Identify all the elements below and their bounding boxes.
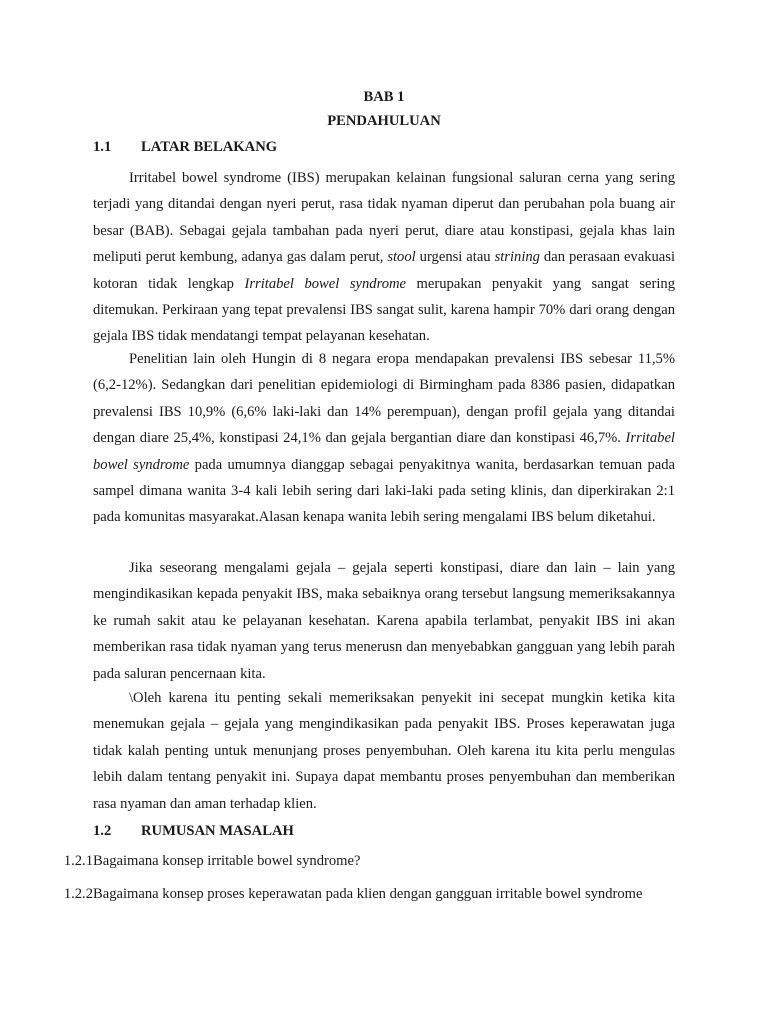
- chapter-title: PENDAHULUAN: [327, 113, 441, 129]
- italic-term: Irritabel bowel syndrome: [93, 430, 675, 473]
- paragraph-4: \Oleh karena itu penting sekali memeriksakan penyekit ini secepat mungkin ketika kita menemukan gejala – gejala yang mengindikasikan pada penyakit IBS. Proses keperawatan juga tidak kalah penting untuk menunjang proses penyembuhan. Oleh karena itu kita perlu mengulas lebih dalam tentang penyakit ini. Supaya dapat membantu proses penyembuhan dan memberikan rasa nyaman dan aman terhadap klien.: [93, 690, 675, 812]
- section-title: RUMUSAN MASALAH: [141, 823, 294, 839]
- paragraph-1: Irritabel bowel syndrome (IBS) merupakan kelainan fungsional saluran cerna yang sering terjadi yang ditandai dengan nyeri perut, rasa tidak nyaman diperut dan perubahan pola buang air besar (BAB). Sebagai gejala tambahan pada nyeri perut, diare atau konstipasi, gejala khas lain meliputi perut kembung, adanya gas dalam perut, stool urgensi atau strining dan perasaan evakuasi kotoran tidak lengkap Irritabel bowel syndrome merupakan penyakit yang sangat sering ditemukan. Perkiraan yang tepat prevalensi IBS sangat sulit, karena hampir 70% dari orang dengan gejala IBS tidak mendatangi tempat pelayanan kesehatan.: [93, 170, 676, 345]
- list-item-text: Bagaimana konsep irritable bowel syndrome?: [93, 853, 361, 869]
- list-item: [40, 848, 675, 874]
- section-heading-rumusan-masalah: [93, 822, 294, 840]
- section-number: 1.2: [93, 823, 112, 839]
- list-item: [40, 881, 675, 907]
- italic-term: stool: [387, 249, 416, 266]
- italic-term: Irritabel bowel syndrome: [244, 275, 407, 292]
- chapter-number: BAB 1: [363, 89, 405, 105]
- paragraph-2: Penelitian lain oleh Hungin di 8 negara eropa mendapakan prevalensi IBS sebesar 11,5% (6,2-12%). Sedangkan dari penelitian epidemiologi di Birmingham pada 8386 pasien, didapatkan prevalensi IBS 10,9% (6,6% laki-laki dan 14% perempuan), dengan profil gejala yang ditandai dengan diare 25,4%, konstipasi 24,1% dan gejala bergantian diare dan konstipasi 46,7%. Irritabel bowel syndrome pada umumnya dianggap sebagai penyakitnya wanita, berdasarkan temuan pada sampel dimana wanita 3-4 kali lebih sering dari laki-laki pada seting klinis, dan diperkirakan 2:1 pada komunitas masyarakat.Alasan kenapa wanita lebih sering mengalami IBS belum diketahui.: [93, 351, 675, 526]
- list-item-number: 1.2.1: [63, 853, 93, 869]
- section-heading-latar-belakang: [93, 138, 277, 156]
- list-item-number: 1.2.2: [63, 886, 93, 902]
- section-number: 1.1: [93, 139, 112, 155]
- paragraph-3: Jika seseorang mengalami gejala – gejala seperti konstipasi, diare dan lain – lain yang mengindikasikan kepada penyakit IBS, maka sebaiknya orang tersebut langsung memeriksakannya ke rumah sakit atau ke pelayanan kesehatan. Karena apabila terlambat, penyakit IBS ini akan memberikan rasa tidak nyaman yang terus menerusn dan menyebabkan gangguan yang lebih parah pada saluran pencernaan kita.: [93, 560, 675, 682]
- italic-term: strining: [494, 249, 540, 266]
- section-title: LATAR BELAKANG: [141, 139, 278, 155]
- list-item-text: Bagaimana konsep proses keperawatan pada klien dengan gangguan irritable bowel syndrome: [93, 886, 643, 902]
